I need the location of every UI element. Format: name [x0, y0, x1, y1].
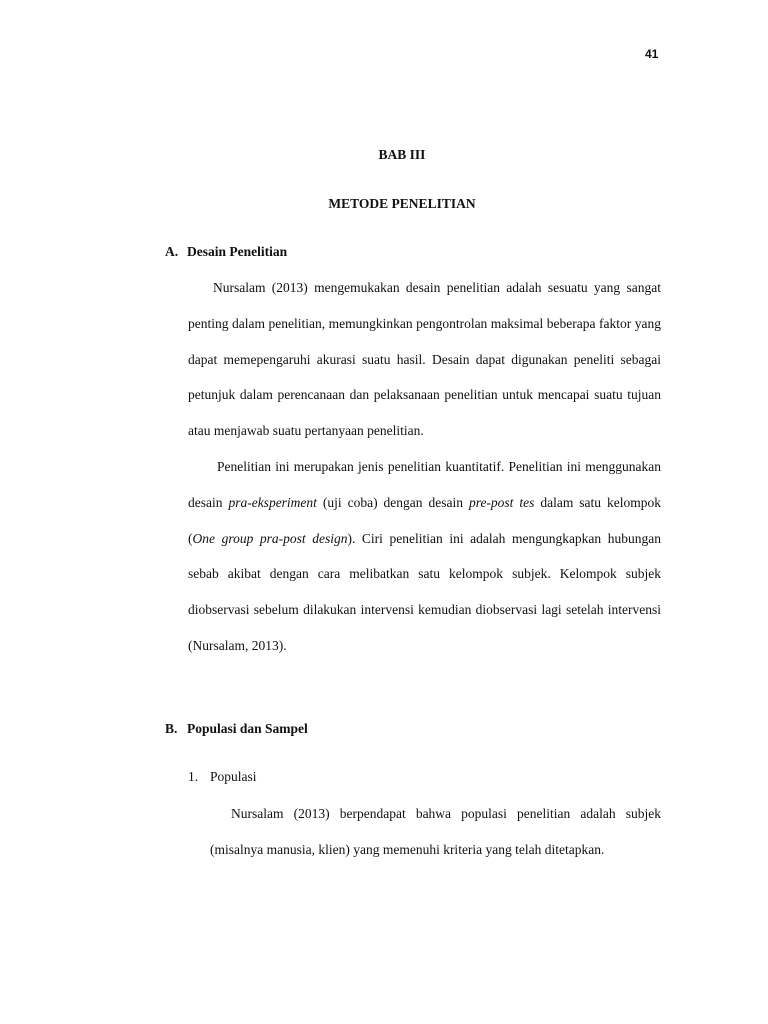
- section-a-heading: [165, 244, 287, 260]
- subsection-populasi-body: [210, 796, 661, 868]
- section-a-body: [188, 270, 661, 664]
- section-a-marker: A.: [165, 244, 179, 259]
- section-a-paragraph-1: Nursalam (2013) mengemukakan desain penelitian adalah sesuatu yang sangat penting dalam penelitian, memungkinkan pengontrolan maksimal beberapa faktor yang dapat memepengaruhi akurasi suatu hasil. Desain dapat digunakan peneliti sebagai petunjuk dalam perencanaan dan pelaksanaan penelitian untuk mencapai suatu tujuan atau menjawab suatu pertanyaan penelitian.: [188, 280, 661, 439]
- p2-text-3: dalam satu kelompok (: [188, 494, 661, 546]
- section-b-heading: [165, 721, 308, 737]
- subsection-populasi-title: Populasi: [210, 769, 257, 784]
- p2-italic-1: pra-eksperiment: [228, 494, 317, 510]
- subsection-populasi-heading: [188, 769, 257, 785]
- p2-text-1: Penelitian ini merupakan jenis penelitian kuantitatif. Penelitian ini menggunakan desain: [188, 458, 661, 510]
- populasi-paragraph-1: Nursalam (2013) berpendapat bahwa populasi penelitian adalah subjek (misalnya manusia, klien) yang memenuhi kriteria yang telah ditetapkan.: [210, 806, 661, 857]
- p2-italic-3: One group pra-post design: [192, 530, 348, 546]
- chapter-title: METODE PENELITIAN: [328, 196, 476, 211]
- section-a-title: Desain Penelitian: [187, 244, 288, 259]
- p2-italic-2: pre-post tes: [468, 494, 535, 510]
- p2-text-2: (uji coba) dengan desain: [316, 494, 469, 510]
- section-a-paragraph-2: [188, 449, 661, 664]
- page-number: 41: [645, 47, 659, 61]
- subsection-populasi-marker: 1.: [188, 769, 199, 784]
- p2-text-4: ). Ciri penelitian ini adalah mengungkapkan hubungan sebab akibat dengan cara melibatkan satu kelompok subjek. Kelompok subjek diobservasi sebelum dilakukan intervensi kemudian diobservasi lagi setelah intervensi (Nursalam, 2013).: [188, 530, 661, 653]
- chapter-label: BAB III: [378, 147, 426, 162]
- section-b-title: Populasi dan Sampel: [187, 721, 308, 736]
- section-b-marker: B.: [165, 721, 178, 736]
